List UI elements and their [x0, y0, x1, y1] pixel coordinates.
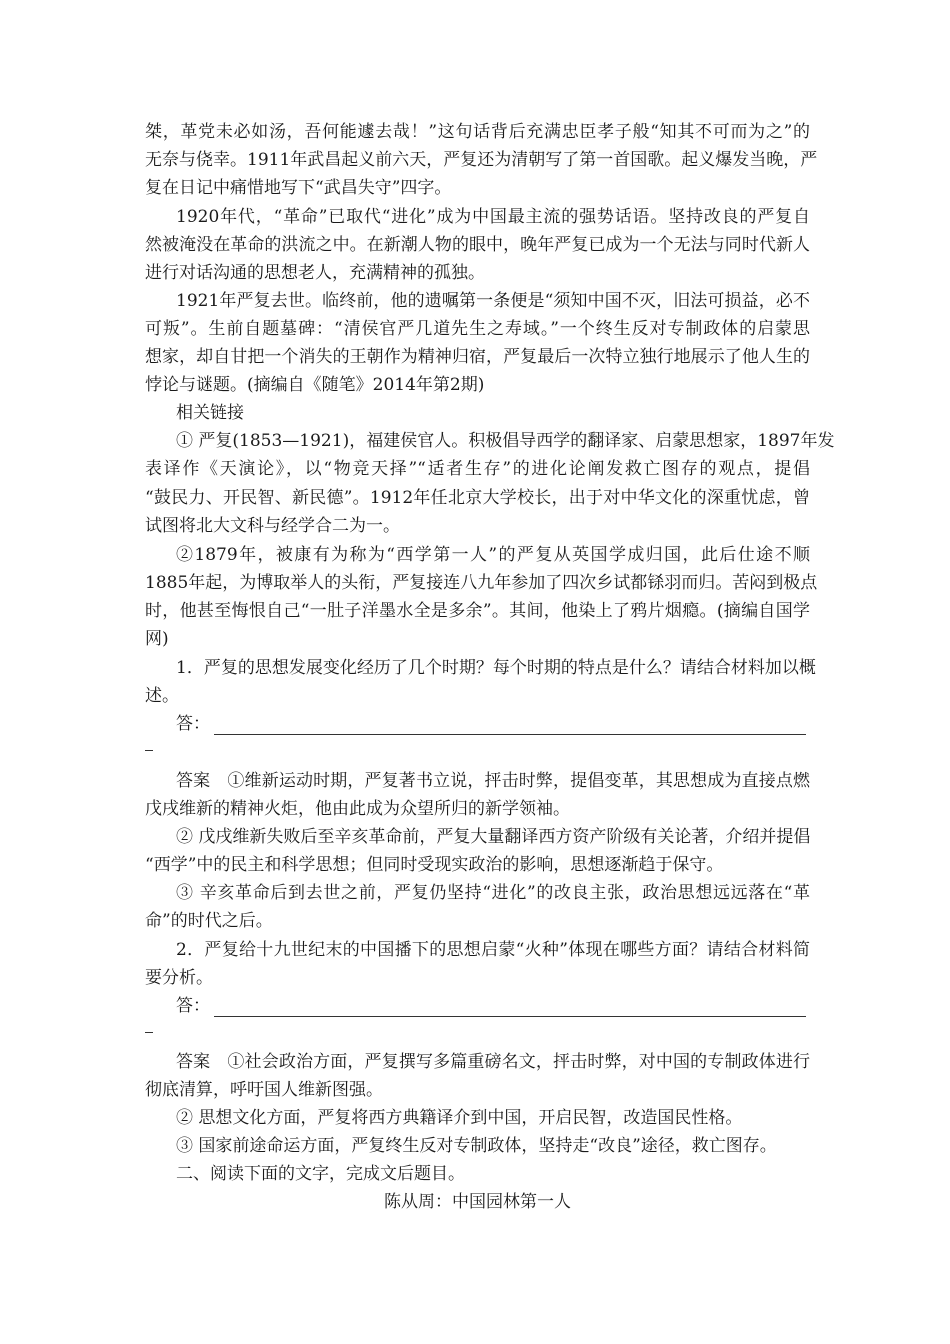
answer-blank[interactable] — [214, 717, 806, 735]
text-line: 试图将北大文科与经学合二为一。 — [145, 516, 400, 536]
question-2: 2．严复给十九世纪末的中国播下的思想启蒙“火种”体现在哪些方面？请结合材料简 — [176, 940, 810, 960]
section-instruction: 二、阅读下面的文字，完成文后题目。 — [176, 1164, 465, 1184]
text-line: 时，他甚至悔恨自己“一肚子洋墨水全是多余”。其间，他染上了鸦片烟瘾。(摘编自国学 — [145, 601, 810, 621]
question-1-cont: 述。 — [145, 686, 179, 706]
question-1: 1．严复的思想发展变化经历了几个时期？每个时期的特点是什么？请结合材料加以概 — [176, 658, 816, 678]
answer-line-2 — [176, 995, 810, 1017]
section-heading: 相关链接 — [176, 403, 244, 423]
text-line: 复在日记中痛惜地写下“武昌失守”四字。 — [145, 178, 452, 198]
text-line: 悖论与谜题。(摘编自《随笔》2014年第2期) — [145, 375, 485, 395]
answer-blank[interactable] — [214, 999, 806, 1017]
blank-continuation — [145, 750, 153, 751]
answer-text: ③ 辛亥革命后到去世之前，严复仍坚持“进化”的改良主张，政治思想远远落在“革 — [176, 883, 810, 903]
text-line: 1920年代，“革命”已取代“进化”成为中国最主流的强势话语。坚持改良的严复自 — [176, 207, 810, 227]
text-line: 桀，革党未必如汤，吾何能遽去哉！”这句话背后充满忠臣孝子般“知其不可而为之”的 — [145, 122, 810, 142]
text-line: 进行对话沟通的思想老人，充满精神的孤独。 — [145, 263, 485, 283]
answer-text: ② 戊戌维新失败后至辛亥革命前，严复大量翻译西方资产阶级有关论著，介绍并提倡 — [176, 827, 811, 847]
answer-prompt: 答： — [176, 714, 210, 734]
blank-continuation — [145, 1032, 153, 1033]
text-line: 无奈与侥幸。1911年武昌起义前六天，严复还为清朝写了第一首国歌。起义爆发当晚，严 — [145, 150, 818, 170]
text-line: ②1879年，被康有为称为“西学第一人”的严复从英国学成归国，此后仕途不顺 — [176, 545, 810, 565]
question-2-cont: 要分析。 — [145, 968, 213, 988]
answer-text: 答案 ①社会政治方面，严复撰写多篇重磅名文，抨击时弊，对中国的专制政体进行 — [176, 1052, 810, 1072]
answer-text: 答案 ①维新运动时期，严复著书立说，抨击时弊，提倡变革，其思想成为直接点燃 — [176, 771, 810, 791]
answer-text: “西学”中的民主和科学思想；但同时受现实政治的影响，思想逐渐趋于保守。 — [145, 855, 724, 875]
answer-text: 戊戌维新的精神火炬，他由此成为众望所归的新学领袖。 — [145, 799, 570, 819]
answer-prompt: 答： — [176, 996, 210, 1016]
article-title: 陈从周：中国园林第一人 — [384, 1192, 571, 1212]
text-line: 1885年起，为博取举人的头衔，严复接连八九年参加了四次乡试都铩羽而归。苦闷到极点 — [145, 573, 818, 593]
answer-text: ② 思想文化方面，严复将西方典籍译介到中国，开启民智，改造国民性格。 — [176, 1108, 743, 1128]
text-line: “鼓民力、开民智、新民德”。1912年任北京大学校长，出于对中华文化的深重忧虑，曾 — [145, 488, 810, 508]
text-line: 网) — [145, 629, 169, 649]
answer-line-1 — [176, 713, 810, 735]
text-line: 可叛”。生前自题墓碑：“清侯官严几道先生之寿域。”一个终生反对专制政体的启蒙思 — [145, 319, 810, 339]
text-line: 然被淹没在革命的洪流之中。在新潮人物的眼中，晚年严复已成为一个无法与同时代新人 — [145, 235, 810, 255]
text-line: ① 严复(1853—1921)，福建侯官人。积极倡导西学的翻译家、启蒙思想家，1897年发 — [176, 431, 835, 451]
text-line: 1921年严复去世。临终前，他的遗嘱第一条便是“须知中国不灭，旧法可损益，必不 — [176, 291, 810, 311]
text-line: 想家，却自甘把一个消失的王朝作为精神归宿，严复最后一次特立独行地展示了他人生的 — [145, 347, 810, 367]
answer-text: 命”的时代之后。 — [145, 911, 273, 931]
answer-text: 彻底清算，呼吁国人维新图强。 — [145, 1080, 383, 1100]
answer-text: ③ 国家前途命运方面，严复终生反对专制政体，坚持走“改良”途径，救亡图存。 — [176, 1136, 777, 1156]
text-line: 表译作《天演论》，以“物竞天择”“适者生存”的进化论阐发救亡图存的观点，提倡 — [145, 459, 810, 479]
